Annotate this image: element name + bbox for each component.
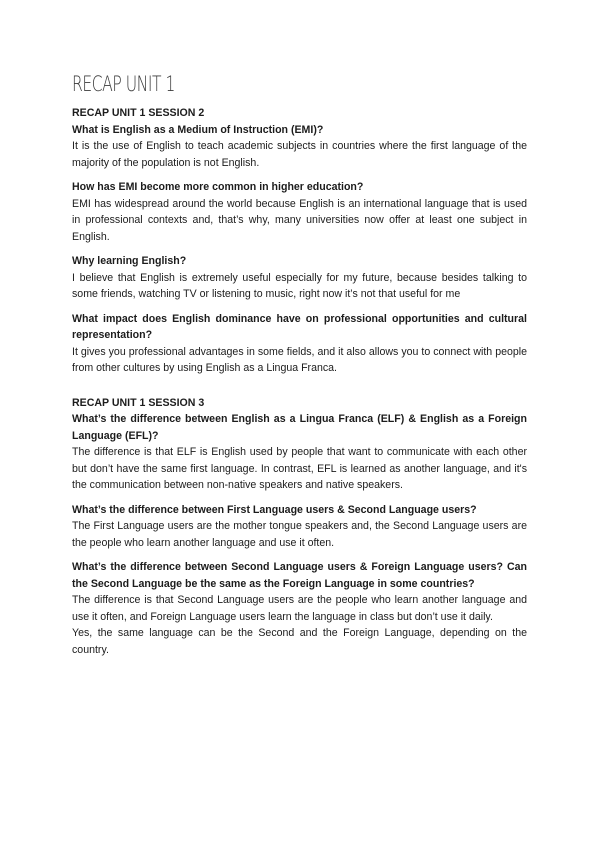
answer-text: Yes, the same language can be the Second and the Foreign Language, depending on the country.: [72, 627, 527, 656]
answer-text: The difference is that ELF is English used by people that want to communicate with each other but don’t have the same first language. In contrast, EFL is learned as another language, and it's the communication between non-native speakers and native speakers.: [72, 446, 527, 491]
answer-text: EMI has widespread around the world because English is an international language that is used in professional contexts and, that’s why, many universities now offer at least one subject in English.: [72, 197, 527, 243]
document-title: RECAP UNIT 1: [72, 72, 175, 96]
qa-item: [72, 559, 527, 658]
question-text: How has EMI become more common in higher education?: [72, 181, 364, 193]
qa-item: [72, 502, 527, 552]
answer-text: It gives you professional advantages in some fields, and it also allows you to connect with people from other cultures by using English as a Lingua Franca.: [72, 345, 527, 374]
session-heading: RECAP UNIT 1 SESSION 3: [72, 396, 205, 409]
question-text: What impact does English dominance have on professional opportunities and cultural representation?: [72, 312, 527, 341]
question-text: What’s the difference between First Language users & Second Language users?: [72, 503, 477, 516]
session-section: [72, 395, 527, 659]
question-text: What’s the difference between English as a Lingua Franca (ELF) & English as a Foreign Language (EFL)?: [72, 413, 527, 442]
section-spacer: [72, 385, 527, 395]
session-heading: RECAP UNIT 1 SESSION 2: [72, 107, 205, 119]
document-page: [72, 70, 527, 666]
session-section: [72, 105, 527, 377]
qa-item: [72, 411, 527, 494]
answer-text: The difference is that Second Language users are the people who learn another language and use it often, and Foreign Language users learn the language in class but don’t use it daily.: [72, 594, 527, 623]
answer-text: It is the use of English to teach academic subjects in countries where the first language of the majority of the population is not English.: [72, 140, 527, 169]
qa-item: [72, 253, 527, 303]
qa-item: [72, 122, 527, 172]
qa-item: [72, 311, 527, 377]
answer-text: The First Language users are the mother tongue speakers and, the Second Language users are the people who learn another language and use it often.: [72, 520, 527, 549]
question-text: What’s the difference between Second Language users & Foreign Language users? Can the Second Language be the same as the Foreign Language in some countries?: [72, 561, 527, 590]
question-text: What is English as a Medium of Instruction (EMI)?: [72, 123, 324, 136]
question-text: Why learning English?: [72, 255, 187, 267]
answer-text: I believe that English is extremely useful especially for my future, because besides talking to some friends, watching TV or listening to music, right now it’s not that useful for me: [72, 271, 527, 300]
qa-item: [72, 179, 527, 245]
